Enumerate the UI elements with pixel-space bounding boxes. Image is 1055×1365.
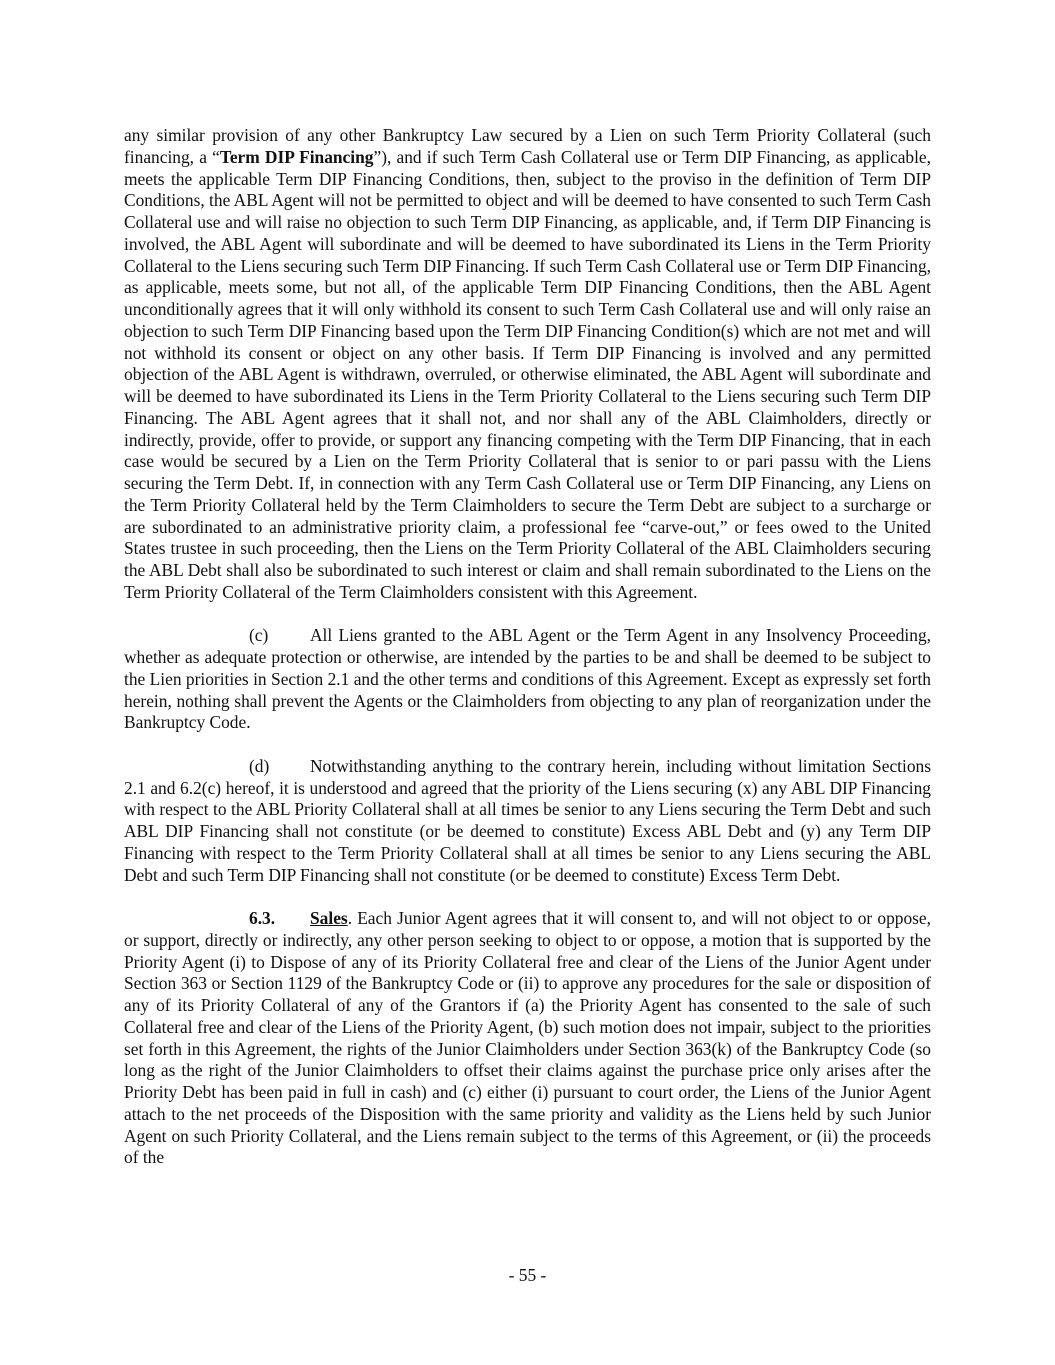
paragraph-d [124,756,931,887]
paragraph-term-dip-financing [124,125,931,604]
paragraph-label: (d) [249,755,270,776]
paragraph-c [124,625,931,734]
paragraph-label: (c) [249,625,269,646]
paragraph-text: any similar provision of any other Bankruptcy Law secured by a Lien on such Term Priority Collateral (such financing, a “ [124,125,931,167]
paragraph-text: Notwithstanding anything to the contrary herein, including without limitation Sections 2.1 and 6.2(c) hereof, it is understood and agreed that the priority of the Liens securing (x) any ABL DIP Financing with respect to the ABL Priority Collateral shall at all times be senior to any Liens securing the Term Debt and such ABL DIP Financing shall not constitute (or be deemed to constitute) Excess ABL Debt and (y) any Term DIP Financing with respect to the Term Priority Collateral shall at all times be senior to any Liens securing the ABL Debt and such Term DIP Financing shall not constitute (or be deemed to constitute) Excess Term Debt. [124,755,931,885]
defined-term: Term DIP Financing [219,146,374,167]
page-number: - 55 - [508,1265,547,1285]
section-text: . Each Junior Agent agrees that it will consent to, and will not object to or oppose, or support, directly or indirectly, any other person seeking to object to or oppose, a motion that is supported by the Priority Agent (i) to Dispose of any of its Priority Collateral free and clear of the Liens of the Junior Agent under Section 363 or Section 1129 of the Bankruptcy Code or (ii) to approve any procedures for the sale or disposition of any of its Priority Collateral of any of the Grantors if (a) the Priority Agent has consented to the sale of such Collateral free and clear of the Liens of the Priority Agent, (b) such motion does not impair, subject to the priorities set forth in this Agreement, the rights of the Junior Claimholders under Section 363(k) of the Bankruptcy Code (so long as the right of the Junior Claimholders to offset their claims against the purchase price only arises after the Priority Debt has been paid in full in cash) and (c) either (i) pursuant to court order, the Liens of the Junior Agent attach to the net proceeds of the Disposition with the same priority and validity as the Liens held by such Junior Agent on such Priority Collateral, and the Liens remain subject to the terms of this Agreement, or (ii) the proceeds of the [124,908,931,1168]
section-number: 6.3. [249,908,276,928]
paragraph-text: All Liens granted to the ABL Agent or the Term Agent in any Insolvency Proceeding, whether as adequate protection or otherwise, are intended by the parties to be and shall be deemed to be subject to the Lien priorities in Section 2.1 and the other terms and conditions of this Agreement. Except as expressly set forth herein, nothing shall prevent the Agents or the Claimholders from objecting to any plan of reorganization under the Bankruptcy Code. [124,625,931,733]
document-body [124,125,931,1191]
paragraph-text: ”), and if such Term Cash Collateral use or Term DIP Financing, as applicable, meets the applicable Term DIP Financing Conditions, then, subject to the proviso in the definition of Term DIP Conditions, the ABL Agent will not be permitted to object and will be deemed to have consented to such Term Cash Collateral use and will raise no objection to such Term DIP Financing, as applicable, and, if Term DIP Financing is involved, the ABL Agent will subordinate and will be deemed to have subordinated its Liens in the Term Priority Collateral to the Liens securing such Term DIP Financing. If such Term Cash Collateral use or Term DIP Financing, as applicable, meets some, but not all, of the applicable Term DIP Financing Conditions, then the ABL Agent unconditionally agrees that it will only withhold its consent to such Term Cash Collateral use and will only raise an objection to such Term DIP Financing based upon the Term DIP Financing Condition(s) which are not met and will not withhold its consent or object on any other basis. If Term DIP Financing is involved and any permitted objection of the ABL Agent is withdrawn, overruled, or otherwise eliminated, the ABL Agent will subordinate and will be deemed to have subordinated its Liens in the Term Priority Collateral to the Liens securing such Term DIP Financing. The ABL Agent agrees that it shall not, and nor shall any of the ABL Claimholders, directly or indirectly, provide, offer to provide, or support any financing competing with the Term DIP Financing, that in each case would be secured by a Lien on the Term Priority Collateral that is senior to or pari passu with the Liens securing the Term Debt. If, in connection with any Term Cash Collateral use or Term DIP Financing, any Liens on the Term Priority Collateral held by the Term Claimholders to secure the Term Debt are subject to a surcharge or are subordinated to an administrative priority claim, a professional fee “carve-out,” or fees owed to the United States trustee in such proceeding, then the Liens on the Term Priority Collateral of the ABL Claimholders securing the ABL Debt shall also be subordinated to such interest or claim and shall remain subordinated to the Liens on the Term Priority Collateral of the Term Claimholders consistent with this Agreement. [124,146,932,602]
section-6-3-sales [124,908,931,1169]
section-heading: Sales [310,908,348,928]
